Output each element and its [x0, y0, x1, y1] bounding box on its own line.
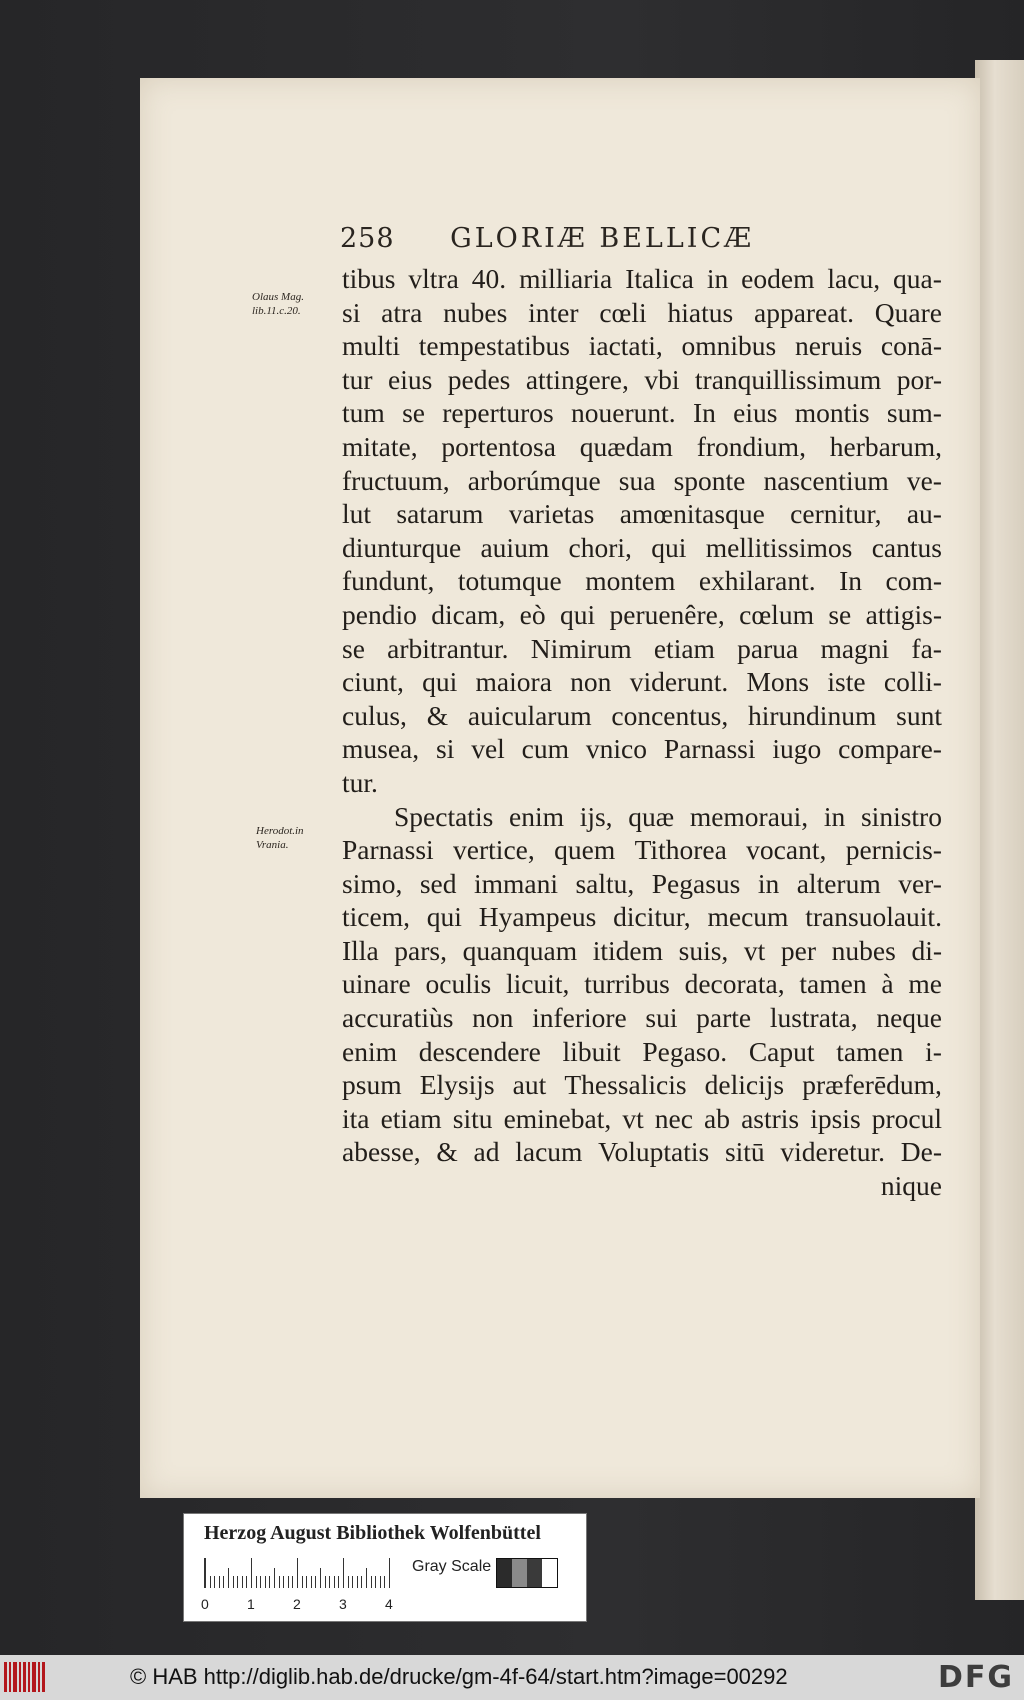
ruler-tick	[366, 1568, 367, 1588]
ruler-label: 2	[293, 1596, 301, 1612]
text-line: se arbitrantur. Nimirum etiam parua magni fa-	[342, 632, 942, 664]
text-line: multi tempestatibus iactati, omnibus neruis conā-	[342, 330, 942, 362]
text-line: si atra nubes inter cœli hiatus appareat. Quare	[342, 296, 942, 328]
ruler-tick	[283, 1576, 284, 1588]
ruler-tick	[361, 1576, 362, 1588]
ruler-tick	[228, 1568, 229, 1588]
ruler-tick	[205, 1558, 206, 1588]
page-number: 258	[340, 223, 395, 254]
ruler-tick	[265, 1576, 266, 1588]
ruler-tick	[325, 1576, 326, 1588]
ruler-tick	[214, 1576, 215, 1588]
text-line: fundunt, totumque montem exhilarant. In com-	[342, 565, 942, 597]
ruler-label: 4	[385, 1596, 393, 1612]
ruler-tick	[279, 1576, 280, 1588]
text-line: Illa pars, quanquam itidem suis, vt per nubes di-	[342, 934, 942, 966]
adjacent-page-edge	[975, 60, 1024, 1600]
ruler-label: 1	[247, 1596, 255, 1612]
dfg-logo: DFG	[937, 1660, 1014, 1695]
text-line: abesse, & ad lacum Voluptatis sitū videretur. De-	[342, 1136, 942, 1168]
ruler-tick	[237, 1576, 238, 1588]
ruler-tick	[242, 1576, 243, 1588]
ruler-tick	[219, 1576, 220, 1588]
ruler-tick	[334, 1576, 335, 1588]
text-line: enim descendere libuit Pegaso. Caput tamen i-	[342, 1035, 942, 1067]
hab-logo-icon	[4, 1662, 46, 1692]
copyright-link[interactable]: © HAB http://diglib.hab.de/drucke/gm-4f-64/start.htm?image=00292	[130, 1664, 788, 1689]
text-line: Spectatis enim ijs, quæ memoraui, in sinistro	[394, 800, 942, 832]
margin-note	[256, 824, 304, 852]
text-line: diunturque auium chori, qui mellitissimos cantus	[342, 531, 942, 563]
text-line: tur.	[342, 766, 378, 798]
ruler-tick	[210, 1576, 211, 1588]
ruler-tick	[389, 1558, 390, 1588]
ruler-tick	[260, 1576, 261, 1588]
text-line: ita etiam situ eminebat, vt nec ab astris ipsis procul	[342, 1102, 942, 1134]
text-line: tum se reperturos nouerunt. In eius montis sum-	[342, 397, 942, 429]
gray-swatch	[542, 1559, 557, 1587]
margin-note-line: Herodot.in	[256, 825, 304, 837]
gray-swatch	[527, 1559, 542, 1587]
text-line: psum Elysijs aut Thessalicis delicijs præferēdum,	[342, 1069, 942, 1101]
ruler-labels	[201, 1596, 401, 1616]
text-line: fructuum, arborúmque sua sponte nascentium ve-	[342, 464, 942, 496]
gray-scale-swatches	[496, 1558, 558, 1588]
text-line: pendio dicam, eò qui peruenêre, cœlum se attigis-	[342, 598, 942, 630]
text-line: Parnassi vertice, quem Tithorea vocant, pernicis-	[342, 834, 942, 866]
ruler-tick	[357, 1576, 358, 1588]
ruler-tick	[251, 1558, 252, 1588]
ruler-tick	[302, 1576, 303, 1588]
color-calibration-card	[183, 1513, 587, 1622]
text-line: ciunt, qui maiora non viderunt. Mons iste colli-	[342, 666, 942, 698]
ruler-tick	[380, 1576, 381, 1588]
running-head	[340, 223, 780, 254]
ruler-tick	[338, 1576, 339, 1588]
library-name: Herzog August Bibliothek Wolfenbüttel	[204, 1522, 541, 1544]
margin-note-line: Vrania.	[256, 839, 289, 851]
ruler-tick	[256, 1576, 257, 1588]
ruler-tick	[375, 1576, 376, 1588]
ruler-label: 0	[201, 1596, 209, 1612]
ruler-tick	[223, 1576, 224, 1588]
text-line: nique	[880, 1170, 942, 1202]
gray-swatch	[497, 1559, 512, 1587]
gray-scale-label: Gray Scale	[412, 1558, 492, 1575]
ruler-tick	[269, 1576, 270, 1588]
ruler-tick	[297, 1558, 298, 1588]
text-line: accuratiùs non inferiore sui parte lustrata, neque	[342, 1002, 942, 1034]
viewer-footer	[0, 1655, 1024, 1700]
text-line: ticem, qui Hyampeus dicitur, mecum transuolauit.	[342, 901, 942, 933]
text-line: musea, si vel cum vnico Parnassi iugo compare-	[342, 733, 942, 765]
ruler-tick	[306, 1576, 307, 1588]
text-line: simo, sed immani saltu, Pegasus in alterum ver-	[342, 867, 942, 899]
ruler-tick	[348, 1576, 349, 1588]
ruler-tick	[371, 1576, 372, 1588]
ruler-tick	[288, 1576, 289, 1588]
ruler-tick	[320, 1568, 321, 1588]
measurement-ruler	[204, 1558, 395, 1588]
margin-note-line: lib.11.c.20.	[252, 305, 301, 317]
ruler-label: 3	[339, 1596, 347, 1612]
ruler-tick	[329, 1576, 330, 1588]
margin-note-line: Olaus Mag.	[252, 291, 304, 303]
text-line: tur eius pedes attingere, vbi tranquillissimum por-	[342, 363, 942, 395]
ruler-tick	[352, 1576, 353, 1588]
ruler-tick	[274, 1568, 275, 1588]
ruler-tick	[384, 1576, 385, 1588]
margin-note	[252, 290, 304, 318]
text-line: culus, & auicularum concentus, hirundinum sunt	[342, 699, 942, 731]
text-line: tibus vltra 40. milliaria Italica in eodem lacu, qua-	[342, 263, 942, 294]
ruler-tick	[311, 1576, 312, 1588]
ruler-tick	[233, 1576, 234, 1588]
ruler-tick	[246, 1576, 247, 1588]
text-line: uinare oculis licuit, turribus decorata, tamen à me	[342, 968, 942, 1000]
running-title: GLORIÆ BELLICÆ	[450, 223, 755, 254]
ruler-tick	[292, 1576, 293, 1588]
ruler-tick	[315, 1576, 316, 1588]
text-line: mitate, portentosa quædam frondium, herbarum,	[342, 430, 942, 462]
body-text	[342, 262, 942, 1203]
ruler-tick	[343, 1558, 344, 1588]
gray-swatch	[512, 1559, 527, 1587]
text-line: lut satarum varietas amœnitasque cernitur, au-	[342, 498, 942, 530]
